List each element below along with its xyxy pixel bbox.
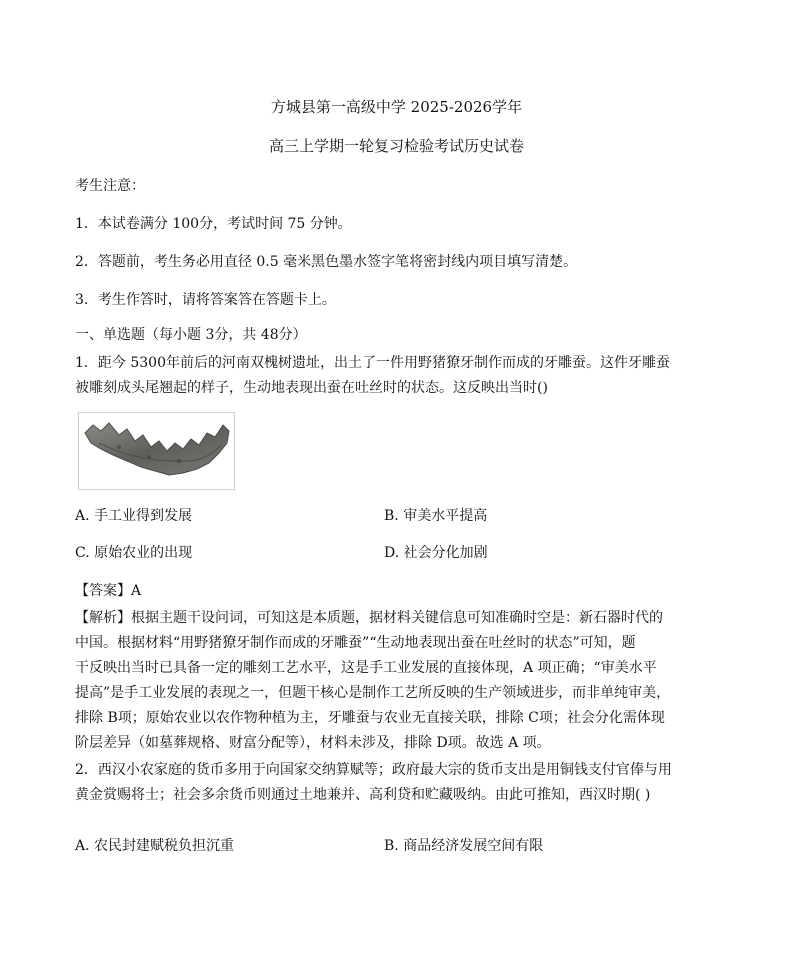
q1-option-b: B. 审美水平提高 — [384, 508, 488, 524]
ivory-silkworm-image — [78, 412, 235, 490]
q2-stem-line2: 黄金赏赐将士；社会多余货币则通过土地兼并、高利贷和贮藏吸纳。由此可推知，西汉时期( ) — [75, 787, 651, 803]
q1-analysis-line2: 中国。根据材料“用野猪獠牙制作而成的牙雕蚕”“生动地表现出蚕在吐丝时的状态”可知，题 — [75, 635, 636, 651]
notice-item-3: 3．考生作答时，请将答案答在答题卡上。 — [75, 292, 336, 308]
notice-item-2: 2．答题前，考生务必用直径 0.5 毫米黑色墨水签字笔将密封线内项目填写清楚。 — [75, 254, 578, 270]
q1-analysis-line4: 提高”是手工业发展的表现之一，但题干核心是制作工艺所反映的生产领域进步，而非单纯审美， — [75, 685, 671, 701]
q2-stem-line1: 2．西汉小农家庭的货币多用于向国家交纳算赋等；政府最大宗的货币支出是用铜钱支付官俸与用 — [75, 762, 672, 778]
notice-item-1: 1．本试卷满分 100分，考试时间 75 分钟。 — [75, 216, 352, 232]
q1-answer: 【答案】A — [75, 583, 142, 599]
section-title: 一、单选题（每小题 3分，共 48分） — [75, 327, 307, 343]
q1-analysis-line5: 排除 B项；原始农业以农作物种植为主，牙雕蚕与农业无直接关联，排除 C项；社会分化需体现 — [75, 710, 665, 726]
q1-analysis-line3: 干反映出当时已具备一定的雕刻工艺水平，这是手工业发展的直接体现，A 项正确；“审美水平 — [75, 660, 657, 676]
q1-stem-line2: 被雕刻成头尾翘起的样子，生动地表现出蚕在吐丝时的状态。这反映出当时() — [75, 380, 548, 396]
exam-title-line1: 方城县第一高级中学 2025-2026学年 — [270, 98, 523, 116]
notice-heading: 考生注意： — [75, 178, 145, 194]
q1-stem-line1: 1．距今 5300年前后的河南双槐树遗址，出土了一件用野猪獠牙制作而成的牙雕蚕。这件牙雕蚕 — [75, 355, 670, 371]
q1-analysis-line6: 阶层差异（如墓葬规格、财富分配等），材料未涉及，排除 D项。故选 A 项。 — [75, 735, 551, 751]
q1-analysis-line1: 【解析】根据主题干设问词，可知这是本质题，据材料关键信息可知准确时空是：新石器时代的 — [75, 610, 663, 626]
q1-option-d: D. 社会分化加剧 — [384, 545, 488, 561]
exam-title-line2: 高三上学期一轮复习检验考试历史试卷 — [268, 137, 524, 155]
q1-option-a: A. 手工业得到发展 — [75, 508, 193, 524]
q2-option-a: A. 农民封建赋税负担沉重 — [75, 838, 235, 854]
q2-option-b: B. 商品经济发展空间有限 — [384, 838, 544, 854]
q1-option-c: C. 原始农业的出现 — [75, 545, 193, 561]
